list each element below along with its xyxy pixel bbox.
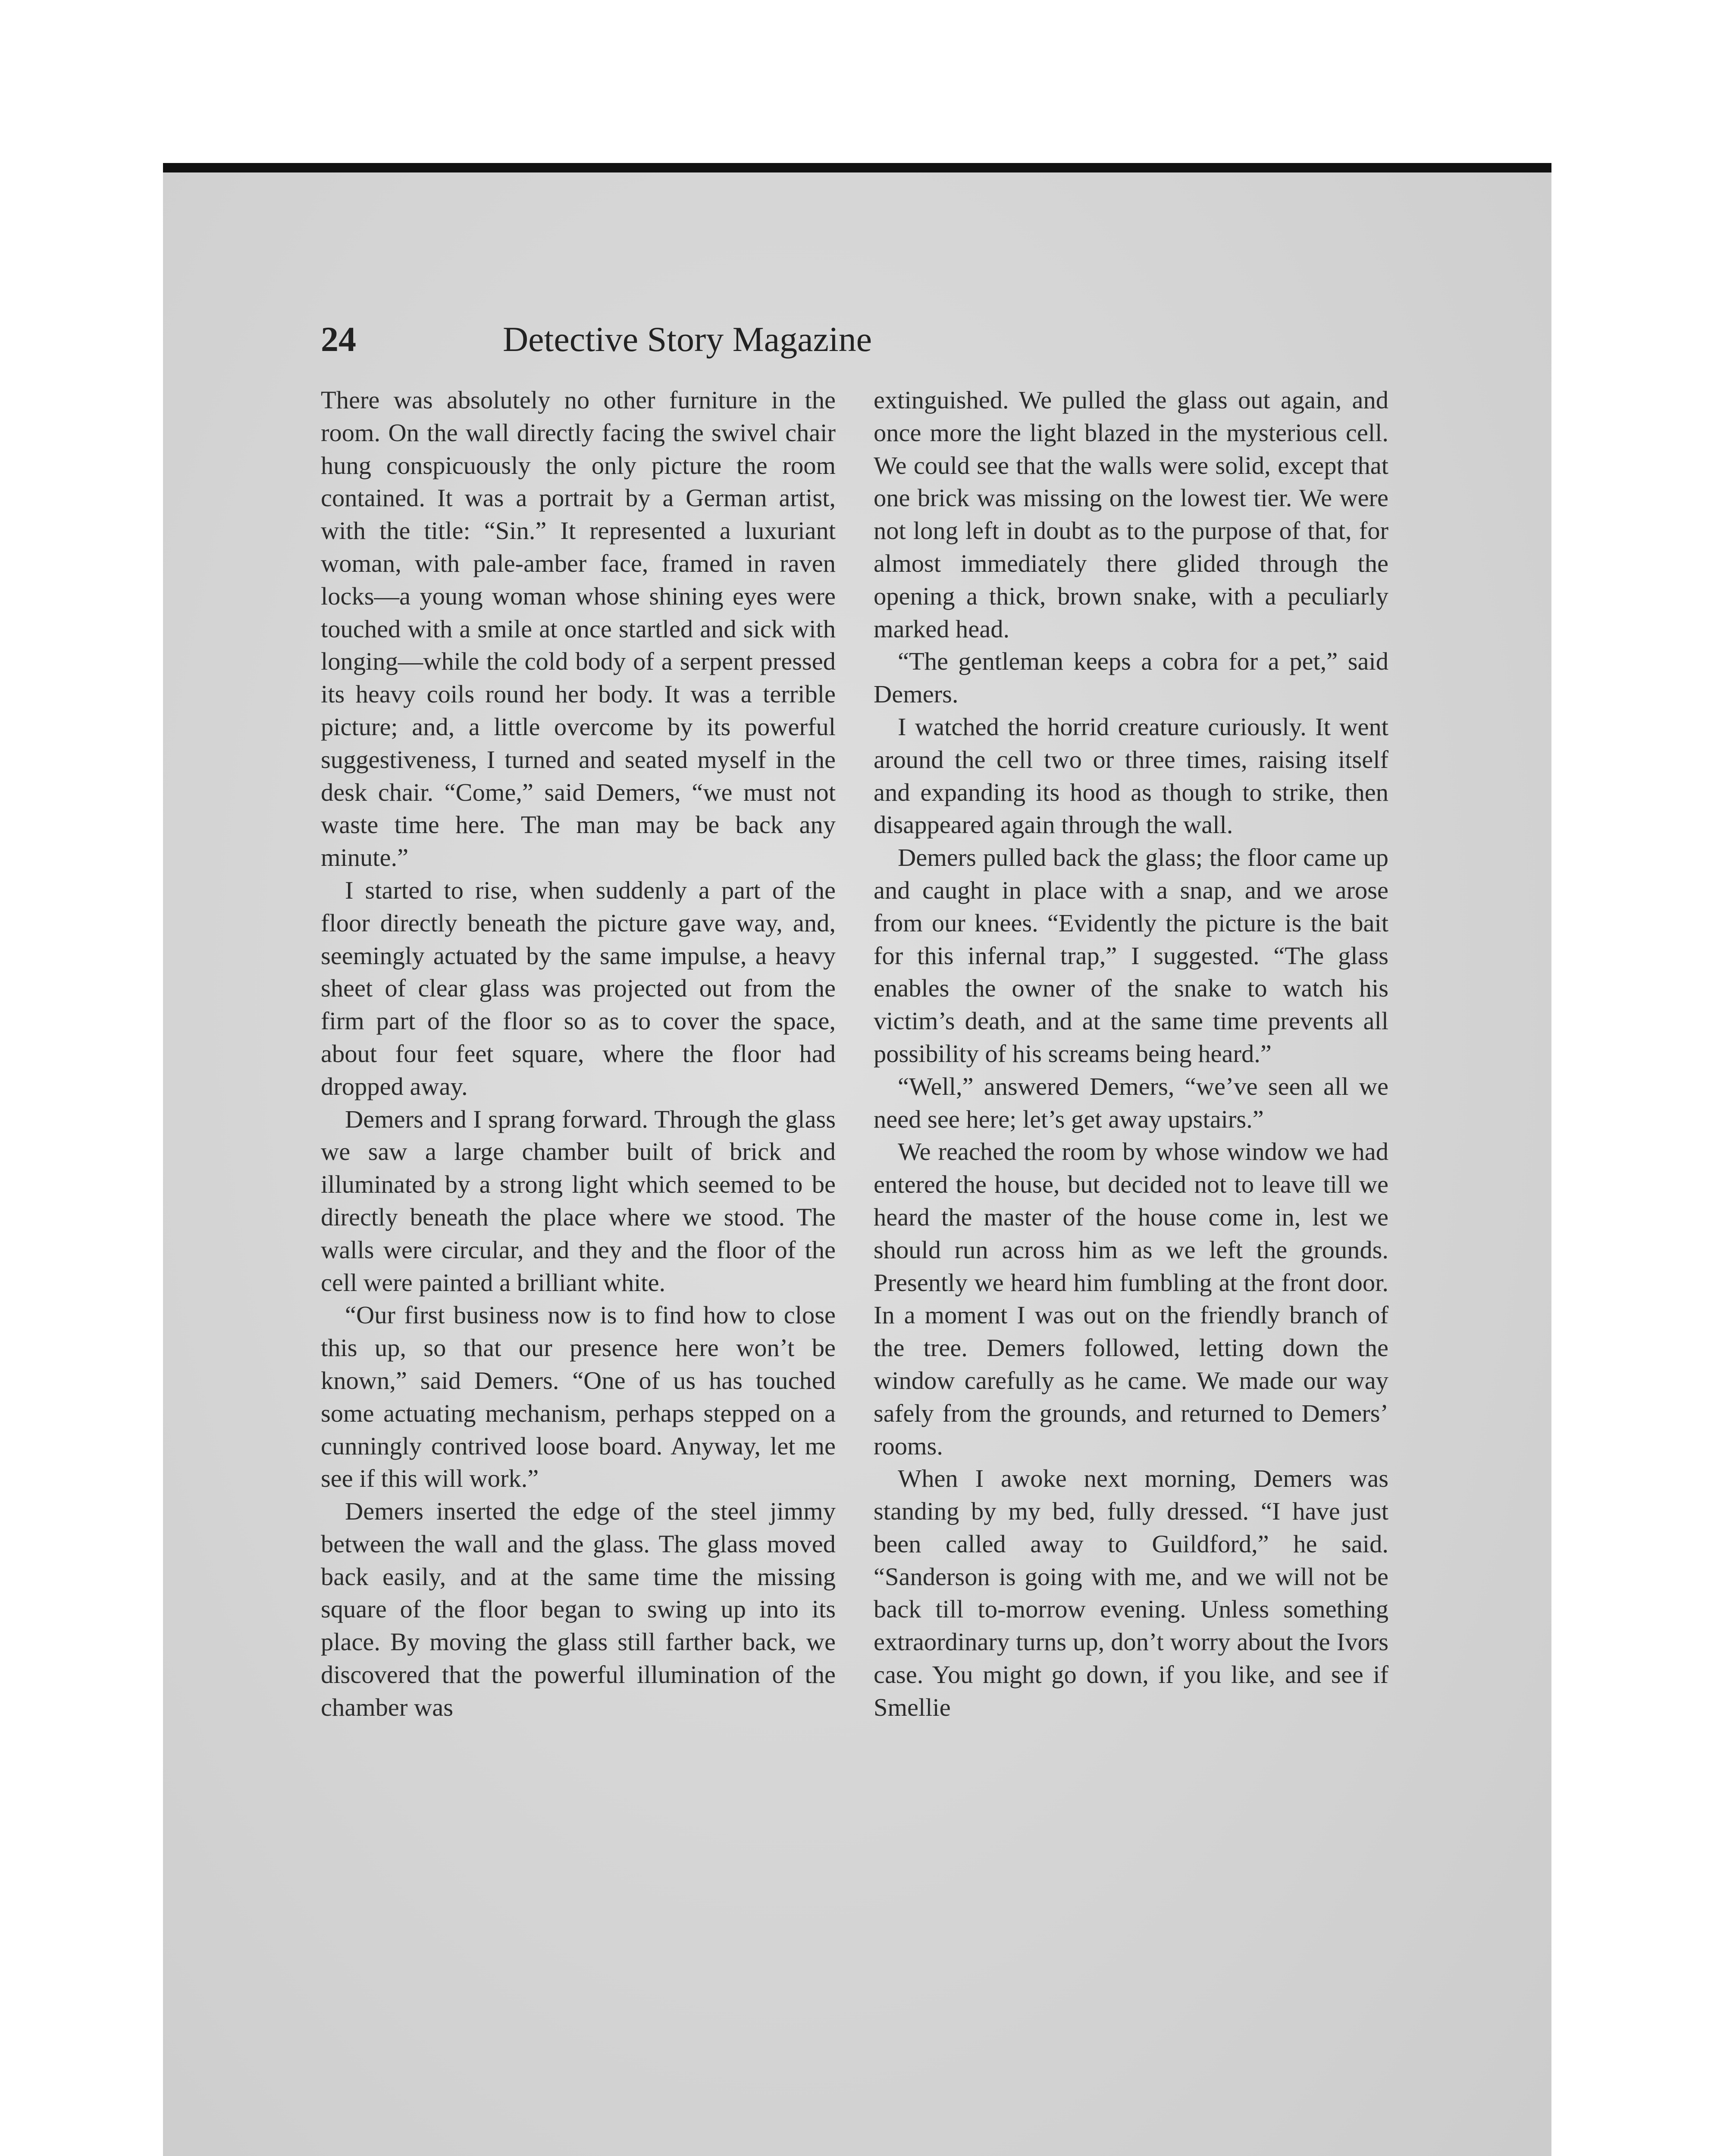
scanned-page bbox=[163, 163, 1551, 2156]
paragraph: I started to rise, when suddenly a part of the floor directly beneath the picture gave way, and, seemingly actuated by the same impulse, a heavy sheet of clear glass was projected out from the firm part of the floor so as to cover the space, about four feet square, where the floor had dropped away. bbox=[321, 876, 836, 1100]
text-column-left bbox=[321, 384, 836, 1724]
paragraph: “Well,” answered Demers, “we’ve seen all we need see here; let’s get away upstairs.” bbox=[874, 1072, 1388, 1133]
paragraph: When I awoke next morning, Demers was standing by my bed, fully dressed. “I have just been called away to Guildford,” he said. “Sanderson is going with me, and we will not be back till to-morrow evening. Unless something extraordinary turns up, don’t worry about the Ivors case. You might go down, if you like, and see if Smellie bbox=[874, 1464, 1388, 1721]
paragraph: Demers and I sprang forward. Through the glass we saw a large chamber built of brick and illuminated by a strong light which seemed to be directly beneath the place where we stood. The walls were circular, and they and the floor of the cell were painted a brilliant white. bbox=[321, 1105, 836, 1297]
paragraph: There was absolutely no other furniture in the room. On the wall directly facing the swivel chair hung conspicuously the only picture the room contained. It was a portrait by a German artist, with the title: “Sin.” It represented a luxuriant woman, with pale-amber face, framed in raven locks—a young woman whose shining eyes were touched with a smile at once startled and sick with longing—while the cold body of a serpent pressed its heavy coils round her body. It was a terrible picture; and, a little overcome by its powerful suggestiveness, I turned and seated myself in the desk chair. “Come,” said Demers, “we must not waste time here. The man may be back any minute.” bbox=[321, 386, 836, 872]
running-title: Detective Story Magazine bbox=[502, 320, 872, 359]
page-header bbox=[321, 319, 1054, 371]
paragraph: I watched the horrid creature curiously. It went around the cell two or three times, raising itself and expanding its hood as though to strike, then disappeared again through the wall. bbox=[874, 712, 1388, 839]
paragraph: Demers inserted the edge of the steel jimmy between the wall and the glass. The glass moved back easily, and at the same time the missing square of the floor began to swing up into its place. By moving the glass still farther back, we discovered that the powerful illumination of the chamber was bbox=[321, 1497, 836, 1721]
paragraph: extinguished. We pulled the glass out again, and once more the light blazed in the mysterious cell. We could see that the walls were solid, except that one brick was missing on the lowest tier. We were not long left in doubt as to the purpose of that, for almost immediately there glided through the opening a thick, brown snake, with a peculiarly marked head. bbox=[874, 386, 1388, 643]
page-number: 24 bbox=[321, 320, 356, 359]
text-column-right bbox=[874, 384, 1388, 1724]
paragraph: “Our first business now is to find how to close this up, so that our presence here won’t be known,” said Demers. “One of us has touched some actuating mechanism, perhaps stepped on a cunningly contrived loose board. Anyway, let me see if this will work.” bbox=[321, 1301, 836, 1493]
paragraph: Demers pulled back the glass; the floor came up and caught in place with a snap, and we arose from our knees. “Evidently the picture is the bait for this infernal trap,” I suggested. “The glass enables the owner of the snake to watch his victim’s death, and at the same time prevents all possibility of his screams being heard.” bbox=[874, 843, 1388, 1068]
paragraph: “The gentleman keeps a cobra for a pet,” said Demers. bbox=[874, 647, 1388, 708]
paragraph: We reached the room by whose window we had entered the house, but decided not to leave till we heard the master of the house come in, lest we should run across him as we left the grounds. Presently we heard him fumbling at the front door. In a moment I was out on the friendly branch of the tree. Demers followed, letting down the window carefully as he came. We made our way safely from the grounds, and returned to Demers’ rooms. bbox=[874, 1138, 1388, 1460]
